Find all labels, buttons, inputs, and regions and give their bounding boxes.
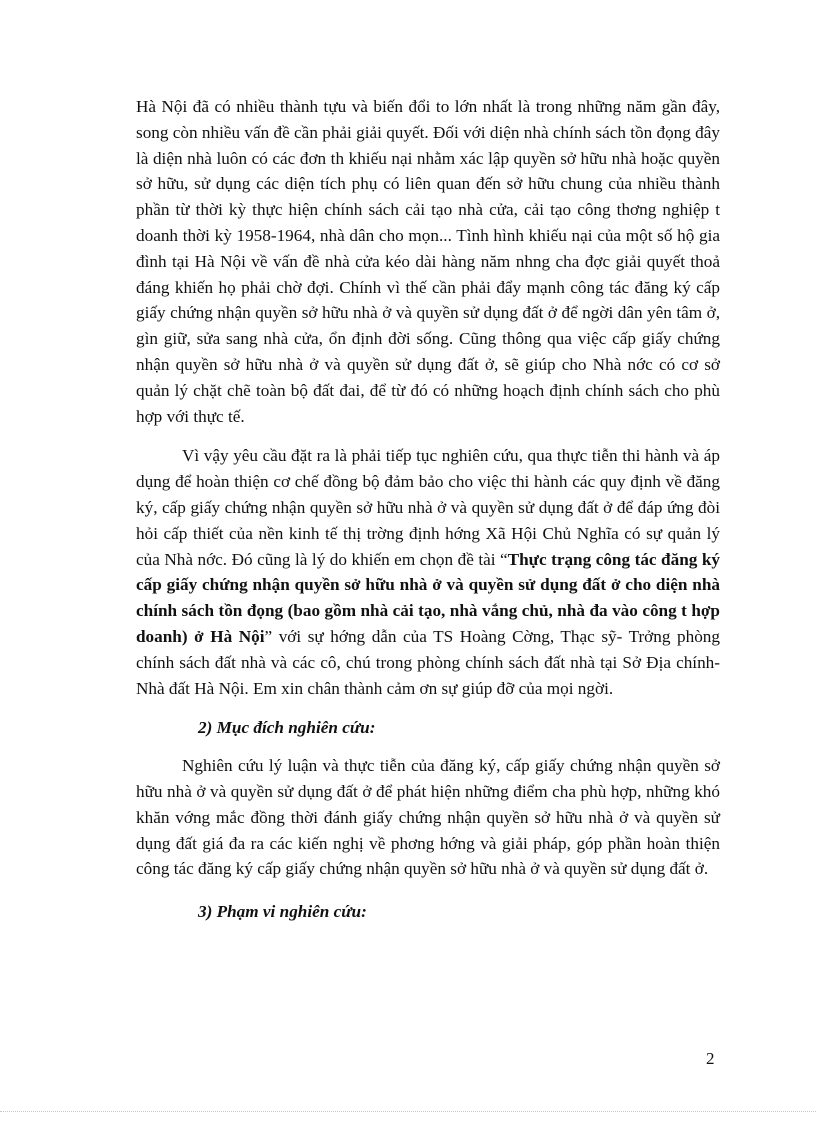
paragraph-3: Nghiên cứu lý luận và thực tiễn của đăng ký, cấp giấy chứng nhận quyền sở hữu nhà ở và quyền sử dụng đất ở để phát hiện những điểm cha phù hợp, những khó khăn vớng mắc đồng thời đánh giấy chứng nhận quyền sở hữu nhà ở và quyền sử dụng đất giá đa ra các kiến nghị về phơng hớng và giải pháp, góp phần hoàn thiện công tác đăng ký cấp giấy chứng nhận quyền sở hữu nhà ở và quyền sử dụng đất ở. bbox=[136, 756, 720, 879]
section-heading-2: 2) Mục đích nghiên cứu: bbox=[198, 718, 376, 738]
document-body bbox=[136, 94, 720, 925]
thesis-title: Thực trạng công tác đăng ký cấp giấy chứng nhận quyền sở hữu nhà ở và quyền sử dụng đất ở cho diện nhà chính sách tồn đọng (bao gồm nhà cải tạo, nhà vắng chủ, nhà đa vào công t hợp doanh) ở Hà Nội bbox=[136, 549, 721, 646]
section-heading-3: 3) Phạm vi nghiên cứu: bbox=[198, 902, 367, 922]
paragraph-2 bbox=[136, 443, 720, 701]
paragraph-1: Hà Nội đã có nhiều thành tựu và biến đổi to lớn nhất là trong những năm gần đây, song còn nhiều vấn đề cần phải giải quyết. Đối với diện nhà chính sách tồn đọng đây là diện nhà luôn có các đơn th khiếu nại nhằm xác lập quyền sở hữu nhà hoặc quyền sở hữu, sử dụng các diện tích phụ có liên quan đến sở hữu chung của nhiều thành phần từ thời kỳ thực hiện chính sách cải tạo nhà cửa, cải tạo công thơng nghiệp t doanh thời kỳ 1958-1964, nhà dân cho mọn... Tình hình khiếu nại của một số hộ gia đình tại Hà Nội về vấn đề nhà cửa kéo dài hàng năm nhng cha đợc giải quyết thoả đáng khiến họ phải chờ đợi. Chính vì thế cần phải đẩy mạnh công tác đăng ký cấp giấy chứng nhận quyền sở hữu nhà ở và quyền sử dụng đất ở để ngời dân yên tâm ở, gìn giữ, sửa sang nhà cửa, ổn định đời sống. Cũng thông qua việc cấp giấy chứng nhận quyền sở hữu nhà ở và quyền sử dụng đất ở, sẽ giúp cho Nhà nớc có cơ sở quản lý chặt chẽ toàn bộ đất đai, để từ đó có những hoạch định chính sách cho phù hợp với thực tế. bbox=[136, 97, 720, 426]
page-bottom-divider bbox=[0, 1111, 816, 1112]
page-number: 2 bbox=[706, 1049, 715, 1068]
paragraph-2-text-before: Vì vậy yêu cầu đặt ra là phải tiếp tục nghiên cứu, qua thực tiễn thi hành và áp dụng để hoàn thiện cơ chế đồng bộ đảm bảo cho việc thi hành các quy định về đăng ký, cấp giấy chứng nhận quyền sở hữu nhà ở và quyền sử dụng đất ở để đáp ứng đòi hỏi cấp thiết của nền kinh tế thị trờng định hớng Xã Hội Chủ Nghĩa có sự quản lý của Nhà nớc. Đó cũng là lý do khiến em chọn đề tài “ bbox=[136, 446, 720, 569]
paragraph-2-text-after: ” với sự hớng dẫn của TS Hoàng Cờng, Thạc sỹ- Trởng phòng chính sách đất nhà và các cô, chú trong phòng chính sách đất nhà tại Sở Địa chính- Nhà đất Hà Nội. Em xin chân thành cảm ơn sự giúp đỡ của mọi ngời. bbox=[136, 626, 720, 698]
